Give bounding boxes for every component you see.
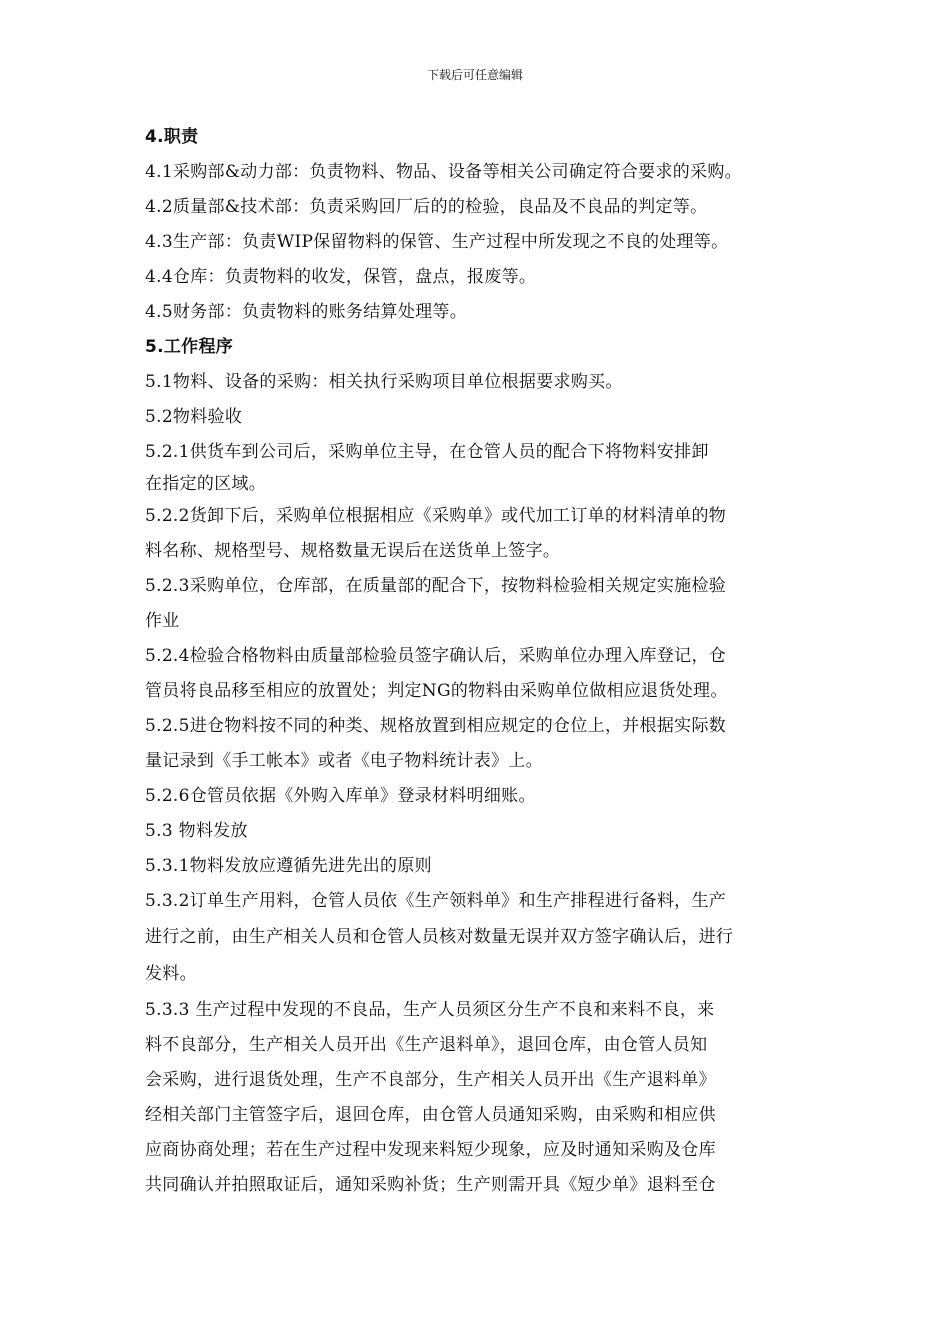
paragraph-line: 作业 (145, 611, 180, 631)
section-heading: 5.工作程序 (145, 337, 234, 357)
paragraph-line: 5.2.5进仓物料按不同的种类、规格放置到相应规定的仓位上，并根据实际数 (145, 716, 727, 736)
page-header: 下载后可任意编辑 (426, 68, 523, 82)
paragraph-line: 5.2.4检验合格物料由质量部检验员签字确认后，采购单位办理入库登记，仓 (145, 646, 727, 666)
paragraph-line: 应商协商处理；若在生产过程中发现来料短少现象，应及时通知采购及仓库 (145, 1140, 716, 1160)
paragraph-line: 会采购，进行退货处理，生产不良部分，生产相关人员开出《生产退料单》 (145, 1070, 716, 1090)
paragraph-line: 在指定的区域。 (145, 474, 267, 494)
paragraph-line: 5.2.6仓管员依据《外购入库单》登录材料明细账。 (145, 786, 536, 806)
paragraph-line: 5.3.2订单生产用料，仓管人员依《生产领料单》和生产排程进行备料，生产 (145, 891, 727, 911)
paragraph-line: 4.5财务部：负责物料的账务结算处理等。 (145, 302, 468, 322)
paragraph-line: 5.2.2货卸下后，采购单位根据相应《采购单》或代加工订单的材料清单的物 (145, 506, 727, 526)
paragraph-line: 发料。 (145, 964, 197, 984)
paragraph-line: 共同确认并拍照取证后，通知采购补货；生产则需开具《短少单》退料至仓 (145, 1175, 716, 1195)
paragraph-line: 5.2.3采购单位，仓库部，在质量部的配合下，按物料检验相关规定实施检验 (145, 576, 727, 596)
paragraph-line: 4.2质量部&技术部：负责采购回厂后的的检验，良品及不良品的判定等。 (145, 197, 708, 217)
section-heading: 4.职责 (145, 127, 199, 147)
paragraph-line: 5.2物料验收 (145, 407, 243, 427)
paragraph-line: 经相关部门主管签字后，退回仓库，由仓管人员通知采购，由采购和相应供 (145, 1105, 716, 1125)
paragraph-line: 4.3生产部：负责WIP保留物料的保管、生产过程中所发现之不良的处理等。 (145, 232, 729, 252)
paragraph-line: 料不良部分，生产相关人员开出《生产退料单》，退回仓库，由仓管人员知 (145, 1035, 708, 1055)
paragraph-line: 进行之前，由生产相关人员和仓管人员核对数量无误并双方签字确认后，进行 (145, 927, 734, 947)
document-body (145, 120, 810, 1203)
paragraph-line: 管员将良品移至相应的放置处；判定NG的物料由采购单位做相应退货处理。 (145, 681, 728, 701)
paragraph-line: 4.1采购部&动力部：负责物料、物品、设备等相关公司确定符合要求的采购。 (145, 162, 742, 182)
paragraph-line: 5.3.1物料发放应遵循先进先出的原则 (145, 856, 432, 876)
paragraph-line: 4.4仓库：负责物料的收发，保管，盘点，报废等。 (145, 267, 537, 287)
paragraph-line: 5.1物料、设备的采购：相关执行采购项目单位根据要求购买。 (145, 372, 623, 392)
paragraph-line: 料名称、规格型号、规格数量无误后在送货单上签字。 (145, 541, 561, 561)
paragraph-line: 5.3.3 生产过程中发现的不良品，生产人员须区分生产不良和来料不良，来 (145, 1000, 715, 1020)
paragraph-line: 5.2.1供货车到公司后，采购单位主导，在仓管人员的配合下将物料安排卸 (145, 442, 709, 462)
paragraph-line: 量记录到《手工帐本》或者《电子物料统计表》上。 (145, 751, 543, 771)
paragraph-line: 5.3 物料发放 (145, 821, 248, 841)
